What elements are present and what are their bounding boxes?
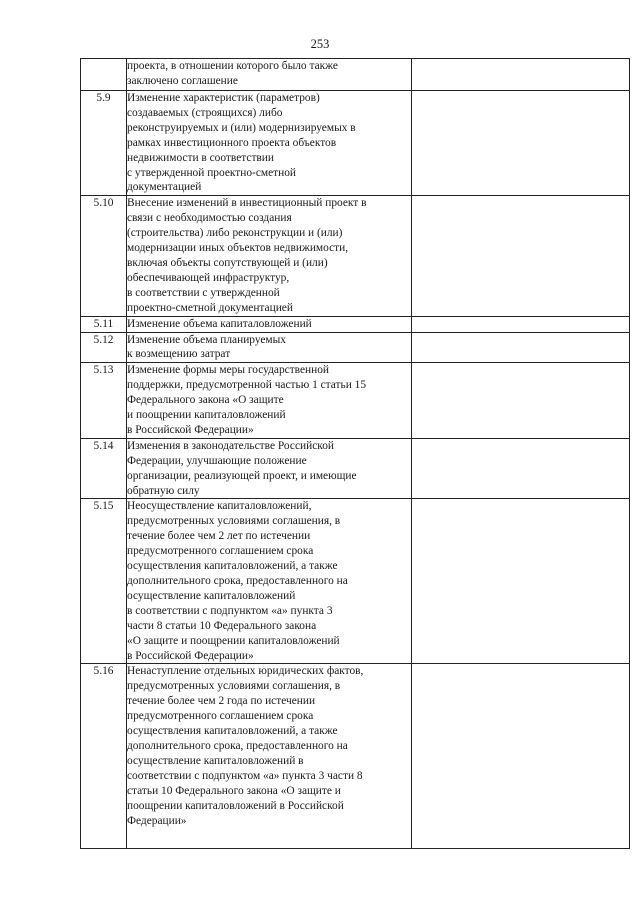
text-line: течение более чем 2 года по истечении [127,695,316,708]
empty-cell [412,332,630,363]
text-line: в Российской Федерации» [127,649,254,662]
text-line: и поощрении капиталовложений [127,409,286,422]
text-line: предусмотренных условиями соглашения, в [127,515,341,528]
table-row [81,316,630,332]
item-description [127,196,412,316]
item-number: 5.12 [81,332,127,363]
table-row [81,332,630,363]
item-description [127,438,412,499]
text-line: поддержки, предусмотренной частью 1 статьи 15 [127,379,367,392]
text-line: Федерации» [127,814,187,827]
text-line: предусмотренного соглашением срока [127,545,314,558]
item-number: 5.10 [81,196,127,316]
empty-cell [412,59,630,91]
item-number [81,59,127,91]
text-line: части 8 статьи 10 Федерального закона [127,619,317,632]
text-line: к возмещению затрат [127,348,231,361]
text-line: Неосуществление капиталовложений, [127,500,312,513]
empty-cell [412,363,630,439]
text-line: проектно-сметной документацией [127,301,293,314]
text-line: течение более чем 2 лет по истечении [127,530,311,543]
text-line: Внесение изменений в инвестиционный проект в [127,197,367,210]
text-line: Изменения в законодательстве Российской [127,439,335,452]
item-description [127,499,412,664]
empty-cell [412,316,630,332]
text-line: реконструируемых и (или) модернизируемых в [127,121,356,134]
text-line: Федерации, улучшающие положение [127,454,307,467]
text-line: документацией [127,181,202,194]
text-line: недвижимости в соответствии [127,151,274,164]
item-number: 5.13 [81,363,127,439]
text-line: модернизации иных объектов недвижимости, [127,242,349,255]
text-line: создаваемых (строящихся) либо [127,106,283,119]
item-description [127,91,412,196]
table-row [81,664,630,849]
text-line: связи с необходимостью создания [127,212,292,225]
text-line: Федерального закона «О защите [127,394,284,407]
text-line: Ненаступление отдельных юридических фактов, [127,665,364,678]
text-line: осуществления капиталовложений, а также [127,560,338,573]
text-line: проекта, в отношении которого было также [127,60,338,72]
text-line: соответствии с подпунктом «а» пункта 3 части 8 [127,769,363,782]
text-line: обеспечивающей инфраструктур, [127,271,290,284]
item-description [127,316,412,332]
text-line: поощрении капиталовложений в Российской [127,799,344,812]
item-number: 5.11 [81,316,127,332]
item-description [127,59,412,91]
item-description [127,664,412,849]
text-line: осуществление капиталовложений в [127,754,304,767]
item-number: 5.15 [81,499,127,664]
text-line: в соответствии с подпунктом «а» пункта 3 [127,604,333,617]
table-row [81,363,630,439]
text-line: рамках инвестиционного проекта объектов [127,136,337,149]
text-line: (строительства) либо реконструкции и (или) [127,227,343,240]
table-row [81,196,630,316]
table-row [81,499,630,664]
text-line: в соответствии с утвержденной [127,286,280,299]
text-line: Изменение объема планируемых [127,333,286,346]
item-description [127,332,412,363]
text-line: включая объекты сопутствующей и (или) [127,256,328,269]
empty-cell [412,438,630,499]
text-line: предусмотренного соглашением срока [127,710,314,723]
item-number: 5.14 [81,438,127,499]
document-table [80,58,630,849]
text-line: «О защите и поощрении капиталовложений [127,634,340,647]
text-line: дополнительного срока, предоставленного на [127,740,348,752]
text-line: статьи 10 Федерального закона «О защите и [127,784,341,797]
text-line: организации, реализующей проект, и имеющие [127,469,357,482]
empty-cell [412,499,630,664]
text-line: предусмотренных условиями соглашения, в [127,680,341,693]
text-line: Изменение формы меры государственной [127,364,330,377]
empty-cell [412,91,630,196]
text-line: в Российской Федерации» [127,423,254,436]
item-description [127,363,412,439]
item-number: 5.16 [81,664,127,849]
table-row [81,438,630,499]
item-number: 5.9 [81,91,127,196]
text-line: Изменение характеристик (параметров) [127,92,320,104]
text-line: обратную силу [127,484,200,497]
text-line: осуществления капиталовложений, а также [127,725,338,738]
empty-cell [412,196,630,316]
text-line: Изменение объема капиталовложений [127,317,312,330]
table-row [81,91,630,196]
empty-cell [412,664,630,849]
text-line: дополнительного срока, предоставленного на [127,575,348,587]
text-line: заключено соглашение [127,74,238,87]
text-line: с утвержденной проектно-сметной [127,166,297,179]
table-row [81,59,630,91]
page-number: 253 [310,37,330,51]
text-line: осуществление капиталовложений [127,589,296,602]
